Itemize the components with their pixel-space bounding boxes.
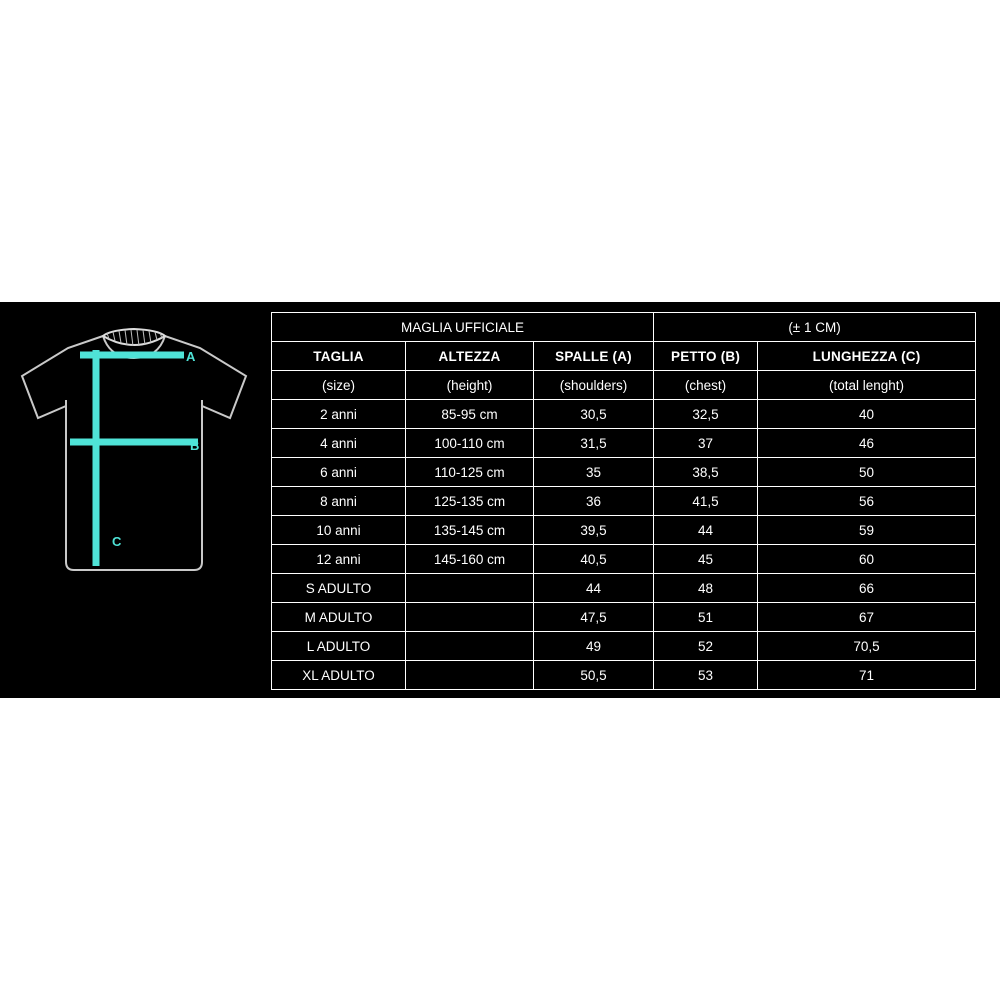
- header-taglia: TAGLIA: [272, 342, 406, 371]
- cell-size: M ADULTO: [272, 603, 406, 632]
- cell-height: 145-160 cm: [406, 545, 534, 574]
- t-shirt-illustration: [0, 302, 271, 698]
- table-row: [272, 429, 976, 458]
- cell-height: [406, 632, 534, 661]
- cell-shoulders: 40,5: [534, 545, 654, 574]
- header-lunghezza: LUNGHEZZA (C): [758, 342, 976, 371]
- cell-height: 100-110 cm: [406, 429, 534, 458]
- cell-length: 59: [758, 516, 976, 545]
- size-chart-panel: [0, 302, 1000, 698]
- table-title-row: [272, 313, 976, 342]
- cell-shoulders: 36: [534, 487, 654, 516]
- cell-height: 125-135 cm: [406, 487, 534, 516]
- t-shirt-svg: [8, 314, 263, 604]
- cell-shoulders: 30,5: [534, 400, 654, 429]
- subheader-shoulders: (shoulders): [534, 371, 654, 400]
- cell-length: 67: [758, 603, 976, 632]
- table-tolerance: (± 1 CM): [654, 313, 976, 342]
- cell-chest: 51: [654, 603, 758, 632]
- cell-size: 12 anni: [272, 545, 406, 574]
- table-row: [272, 400, 976, 429]
- cell-length: 40: [758, 400, 976, 429]
- cell-size: 10 anni: [272, 516, 406, 545]
- cell-height: [406, 661, 534, 690]
- cell-size: L ADULTO: [272, 632, 406, 661]
- label-a: A: [186, 349, 196, 364]
- cell-length: 50: [758, 458, 976, 487]
- cell-height: 110-125 cm: [406, 458, 534, 487]
- cell-length: 70,5: [758, 632, 976, 661]
- cell-height: 135-145 cm: [406, 516, 534, 545]
- cell-length: 66: [758, 574, 976, 603]
- label-c: C: [112, 534, 122, 549]
- size-table: [271, 312, 976, 690]
- cell-size: 8 anni: [272, 487, 406, 516]
- table-subheader-row: [272, 371, 976, 400]
- table-row: [272, 458, 976, 487]
- shirt-collar: [103, 329, 165, 345]
- cell-shoulders: 49: [534, 632, 654, 661]
- cell-height: [406, 603, 534, 632]
- cell-height: [406, 574, 534, 603]
- table-row: [272, 516, 976, 545]
- subheader-length: (total lenght): [758, 371, 976, 400]
- cell-chest: 48: [654, 574, 758, 603]
- cell-size: 4 anni: [272, 429, 406, 458]
- cell-size: XL ADULTO: [272, 661, 406, 690]
- cell-length: 71: [758, 661, 976, 690]
- cell-chest: 44: [654, 516, 758, 545]
- cell-height: 85-95 cm: [406, 400, 534, 429]
- cell-chest: 41,5: [654, 487, 758, 516]
- subheader-height: (height): [406, 371, 534, 400]
- cell-chest: 37: [654, 429, 758, 458]
- label-b: B: [190, 438, 200, 453]
- table-row: [272, 661, 976, 690]
- shirt-outline: [22, 336, 246, 570]
- header-altezza: ALTEZZA: [406, 342, 534, 371]
- table-row: [272, 545, 976, 574]
- table-row: [272, 574, 976, 603]
- cell-chest: 38,5: [654, 458, 758, 487]
- cell-chest: 45: [654, 545, 758, 574]
- subheader-chest: (chest): [654, 371, 758, 400]
- cell-shoulders: 50,5: [534, 661, 654, 690]
- cell-length: 56: [758, 487, 976, 516]
- cell-shoulders: 39,5: [534, 516, 654, 545]
- table-title: MAGLIA UFFICIALE: [272, 313, 654, 342]
- cell-shoulders: 31,5: [534, 429, 654, 458]
- cell-size: 6 anni: [272, 458, 406, 487]
- cell-chest: 53: [654, 661, 758, 690]
- cell-size: 2 anni: [272, 400, 406, 429]
- cell-size: S ADULTO: [272, 574, 406, 603]
- cell-shoulders: 47,5: [534, 603, 654, 632]
- header-petto: PETTO (B): [654, 342, 758, 371]
- table-row: [272, 632, 976, 661]
- cell-chest: 32,5: [654, 400, 758, 429]
- table-row: [272, 487, 976, 516]
- cell-length: 60: [758, 545, 976, 574]
- subheader-size: (size): [272, 371, 406, 400]
- cell-shoulders: 35: [534, 458, 654, 487]
- table-header-row: [272, 342, 976, 371]
- cell-chest: 52: [654, 632, 758, 661]
- cell-length: 46: [758, 429, 976, 458]
- table-row: [272, 603, 976, 632]
- cell-shoulders: 44: [534, 574, 654, 603]
- header-spalle: SPALLE (A): [534, 342, 654, 371]
